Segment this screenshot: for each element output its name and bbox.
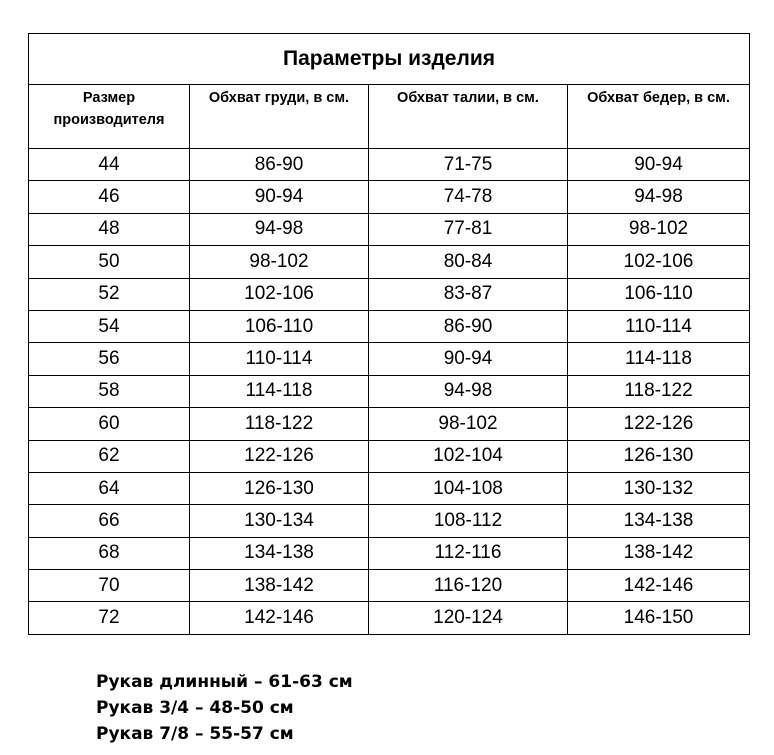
cell-size: 54 <box>29 310 190 342</box>
cell-size: 50 <box>29 246 190 278</box>
cell-hips: 102-106 <box>568 246 750 278</box>
cell-waist: 74-78 <box>369 181 568 213</box>
cell-chest: 102-106 <box>190 278 369 310</box>
note-long-sleeve: Рукав длинный – 61-63 см <box>96 672 353 692</box>
cell-size: 68 <box>29 537 190 569</box>
sleeve-notes <box>96 669 353 747</box>
table-row <box>29 440 750 472</box>
cell-size: 66 <box>29 505 190 537</box>
cell-waist: 86-90 <box>369 310 568 342</box>
table-row <box>29 537 750 569</box>
cell-size: 56 <box>29 343 190 375</box>
cell-chest: 134-138 <box>190 537 369 569</box>
table-row <box>29 310 750 342</box>
cell-size: 62 <box>29 440 190 472</box>
cell-chest: 106-110 <box>190 310 369 342</box>
note-three-quarter-sleeve: Рукав 3/4 – 48-50 см <box>96 698 294 718</box>
cell-hips: 122-126 <box>568 408 750 440</box>
cell-waist: 120-124 <box>369 602 568 634</box>
cell-size: 46 <box>29 181 190 213</box>
table-title: Параметры изделия <box>29 34 750 85</box>
cell-waist: 116-120 <box>369 570 568 602</box>
cell-hips: 126-130 <box>568 440 750 472</box>
cell-size: 48 <box>29 213 190 245</box>
table-row <box>29 602 750 634</box>
table-row <box>29 149 750 181</box>
header-chest: Обхват груди, в см. <box>190 85 369 149</box>
cell-chest: 86-90 <box>190 149 369 181</box>
cell-waist: 104-108 <box>369 472 568 504</box>
cell-hips: 142-146 <box>568 570 750 602</box>
cell-waist: 90-94 <box>369 343 568 375</box>
cell-chest: 126-130 <box>190 472 369 504</box>
cell-waist: 80-84 <box>369 246 568 278</box>
cell-hips: 134-138 <box>568 505 750 537</box>
cell-waist: 102-104 <box>369 440 568 472</box>
table-row <box>29 472 750 504</box>
table-row <box>29 213 750 245</box>
cell-chest: 118-122 <box>190 408 369 440</box>
cell-size: 44 <box>29 149 190 181</box>
cell-chest: 122-126 <box>190 440 369 472</box>
cell-chest: 90-94 <box>190 181 369 213</box>
cell-size: 52 <box>29 278 190 310</box>
cell-chest: 94-98 <box>190 213 369 245</box>
size-table <box>28 33 750 635</box>
table-row <box>29 505 750 537</box>
cell-waist: 83-87 <box>369 278 568 310</box>
cell-chest: 114-118 <box>190 375 369 407</box>
cell-chest: 130-134 <box>190 505 369 537</box>
cell-hips: 114-118 <box>568 343 750 375</box>
cell-hips: 94-98 <box>568 181 750 213</box>
cell-size: 60 <box>29 408 190 440</box>
cell-size: 64 <box>29 472 190 504</box>
cell-size: 72 <box>29 602 190 634</box>
header-size: Размер производителя <box>29 85 190 149</box>
table-body <box>29 149 750 635</box>
cell-hips: 90-94 <box>568 149 750 181</box>
cell-waist: 98-102 <box>369 408 568 440</box>
table-row <box>29 570 750 602</box>
cell-size: 70 <box>29 570 190 602</box>
cell-waist: 108-112 <box>369 505 568 537</box>
cell-hips: 118-122 <box>568 375 750 407</box>
cell-waist: 77-81 <box>369 213 568 245</box>
table-row <box>29 181 750 213</box>
table-row <box>29 343 750 375</box>
table-row <box>29 408 750 440</box>
cell-chest: 138-142 <box>190 570 369 602</box>
header-hips: Обхват бедер, в см. <box>568 85 750 149</box>
cell-hips: 138-142 <box>568 537 750 569</box>
cell-hips: 146-150 <box>568 602 750 634</box>
cell-waist: 94-98 <box>369 375 568 407</box>
cell-chest: 110-114 <box>190 343 369 375</box>
cell-waist: 71-75 <box>369 149 568 181</box>
cell-hips: 130-132 <box>568 472 750 504</box>
cell-hips: 106-110 <box>568 278 750 310</box>
cell-waist: 112-116 <box>369 537 568 569</box>
note-seven-eighths-sleeve: Рукав 7/8 – 55-57 см <box>96 724 294 744</box>
cell-chest: 142-146 <box>190 602 369 634</box>
table-row <box>29 278 750 310</box>
header-row <box>29 85 750 149</box>
table-row <box>29 375 750 407</box>
cell-hips: 110-114 <box>568 310 750 342</box>
title-row <box>29 34 750 85</box>
cell-hips: 98-102 <box>568 213 750 245</box>
header-waist: Обхват талии, в см. <box>369 85 568 149</box>
cell-size: 58 <box>29 375 190 407</box>
table-row <box>29 246 750 278</box>
cell-chest: 98-102 <box>190 246 369 278</box>
